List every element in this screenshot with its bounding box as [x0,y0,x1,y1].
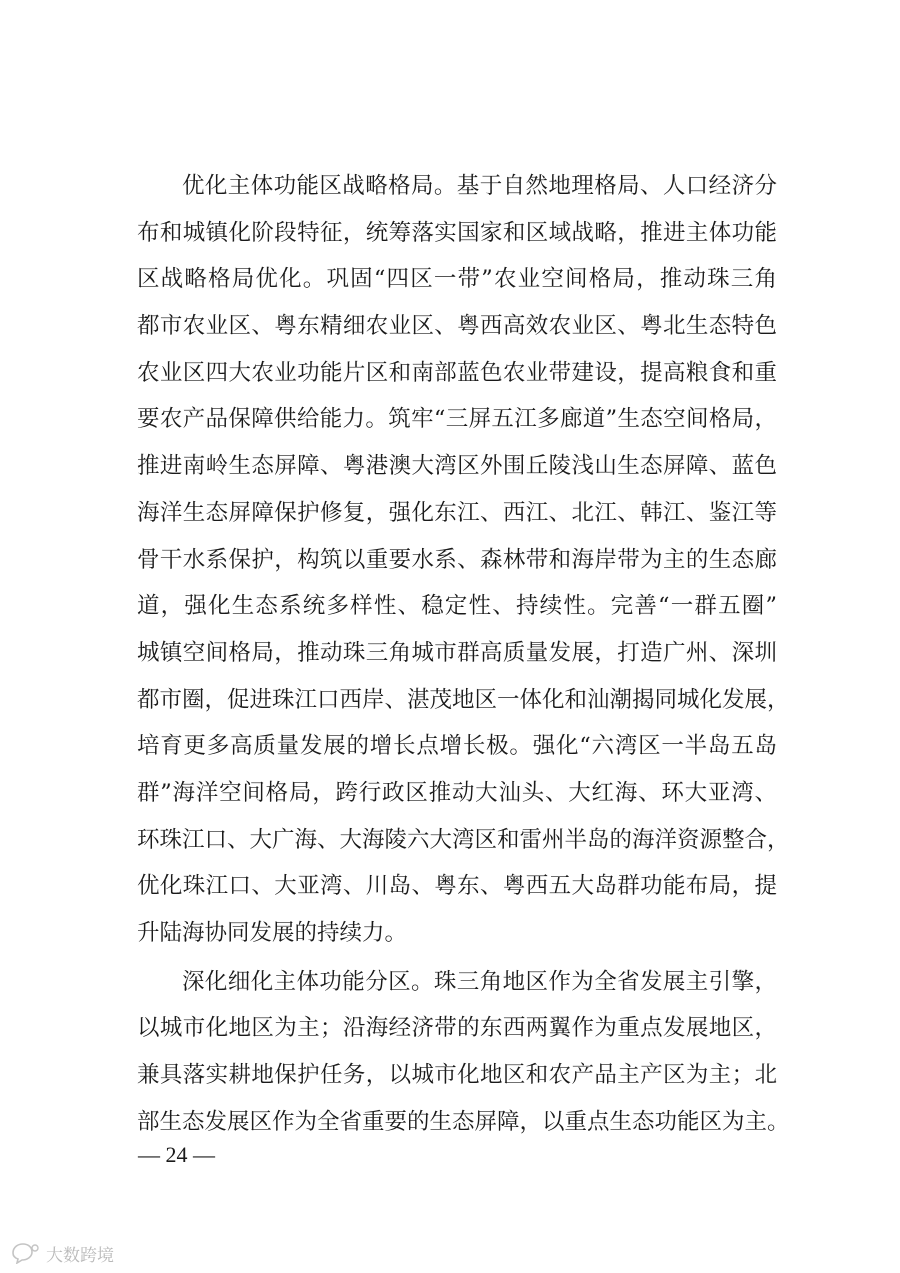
text-line: 以城市化地区为主；沿海经济带的东西两翼作为重点发展地区， [137,1015,777,1042]
text-line: 区战略格局优化。巩固“四区一带”农业空间格局，推动珠三角 [137,266,777,293]
text-line: 要农产品保障供给能力。筑牢“三屏五江多廊道”生态空间格局， [137,406,777,433]
text-line: 海洋生态屏障保护修复，强化东江、西江、北江、韩江、鉴江等 [137,499,777,526]
text-line: 农业区四大农业功能片区和南部蓝色农业带建设，提高粮食和重 [137,359,777,386]
text-line: 升陆海协同发展的持续力。 [137,920,408,946]
text-line: 道，强化生态系统多样性、稳定性、持续性。完善“一群五圈” [137,593,777,620]
body-text [137,163,790,1145]
chat-bubbles-logo-icon [10,1242,40,1264]
text-line: 推进南岭生态屏障、粤港澳大湾区外围丘陵浅山生态屏障、蓝色 [137,453,777,480]
text-line: 优化主体功能区战略格局。基于自然地理格局、人口经济分 [182,173,777,199]
text-line: 骨干水系保护，构筑以重要水系、森林带和海岸带为主的生态廊 [137,546,777,573]
text-line: 深化细化主体功能分区。珠三角地区作为全省发展主引擎， [182,968,777,995]
text-line: 布和城镇化阶段特征，统筹落实国家和区域战略，推进主体功能 [137,219,777,246]
watermark [10,1240,114,1266]
text-line: 优化珠江口、大亚湾、川岛、粤东、粤西五大岛群功能布局，提 [137,873,777,900]
text-line: 群”海洋空间格局，跨行政区推动大汕头、大红海、环大亚湾、 [137,779,777,806]
paragraph-p2 [137,959,790,1146]
text-line: 都市农业区、粤东精细农业区、粤西高效农业区、粤北生态特色 [137,313,777,340]
text-line: 部生态发展区作为全省重要的生态屏障，以重点生态功能区为主。 [137,1108,790,1135]
paragraph-p1 [137,163,790,957]
text-line: 兼具落实耕地保护任务，以城市化地区和农产品主产区为主；北 [137,1062,777,1089]
text-line: 环珠江口、大广海、大海陵六大湾区和雷州半岛的海洋资源整合， [137,826,790,853]
text-line: 城镇空间格局，推动珠三角城市群高质量发展，打造广州、深圳 [137,639,777,666]
text-line: 培育更多高质量发展的增长点增长极。强化“六湾区一半岛五岛 [137,733,777,760]
watermark-text: 大数跨境 [46,1245,114,1266]
page-number: — 24 — [138,1142,215,1167]
text-line: 都市圈，促进珠江口西岸、湛茂地区一体化和汕潮揭同城化发展， [137,686,790,713]
